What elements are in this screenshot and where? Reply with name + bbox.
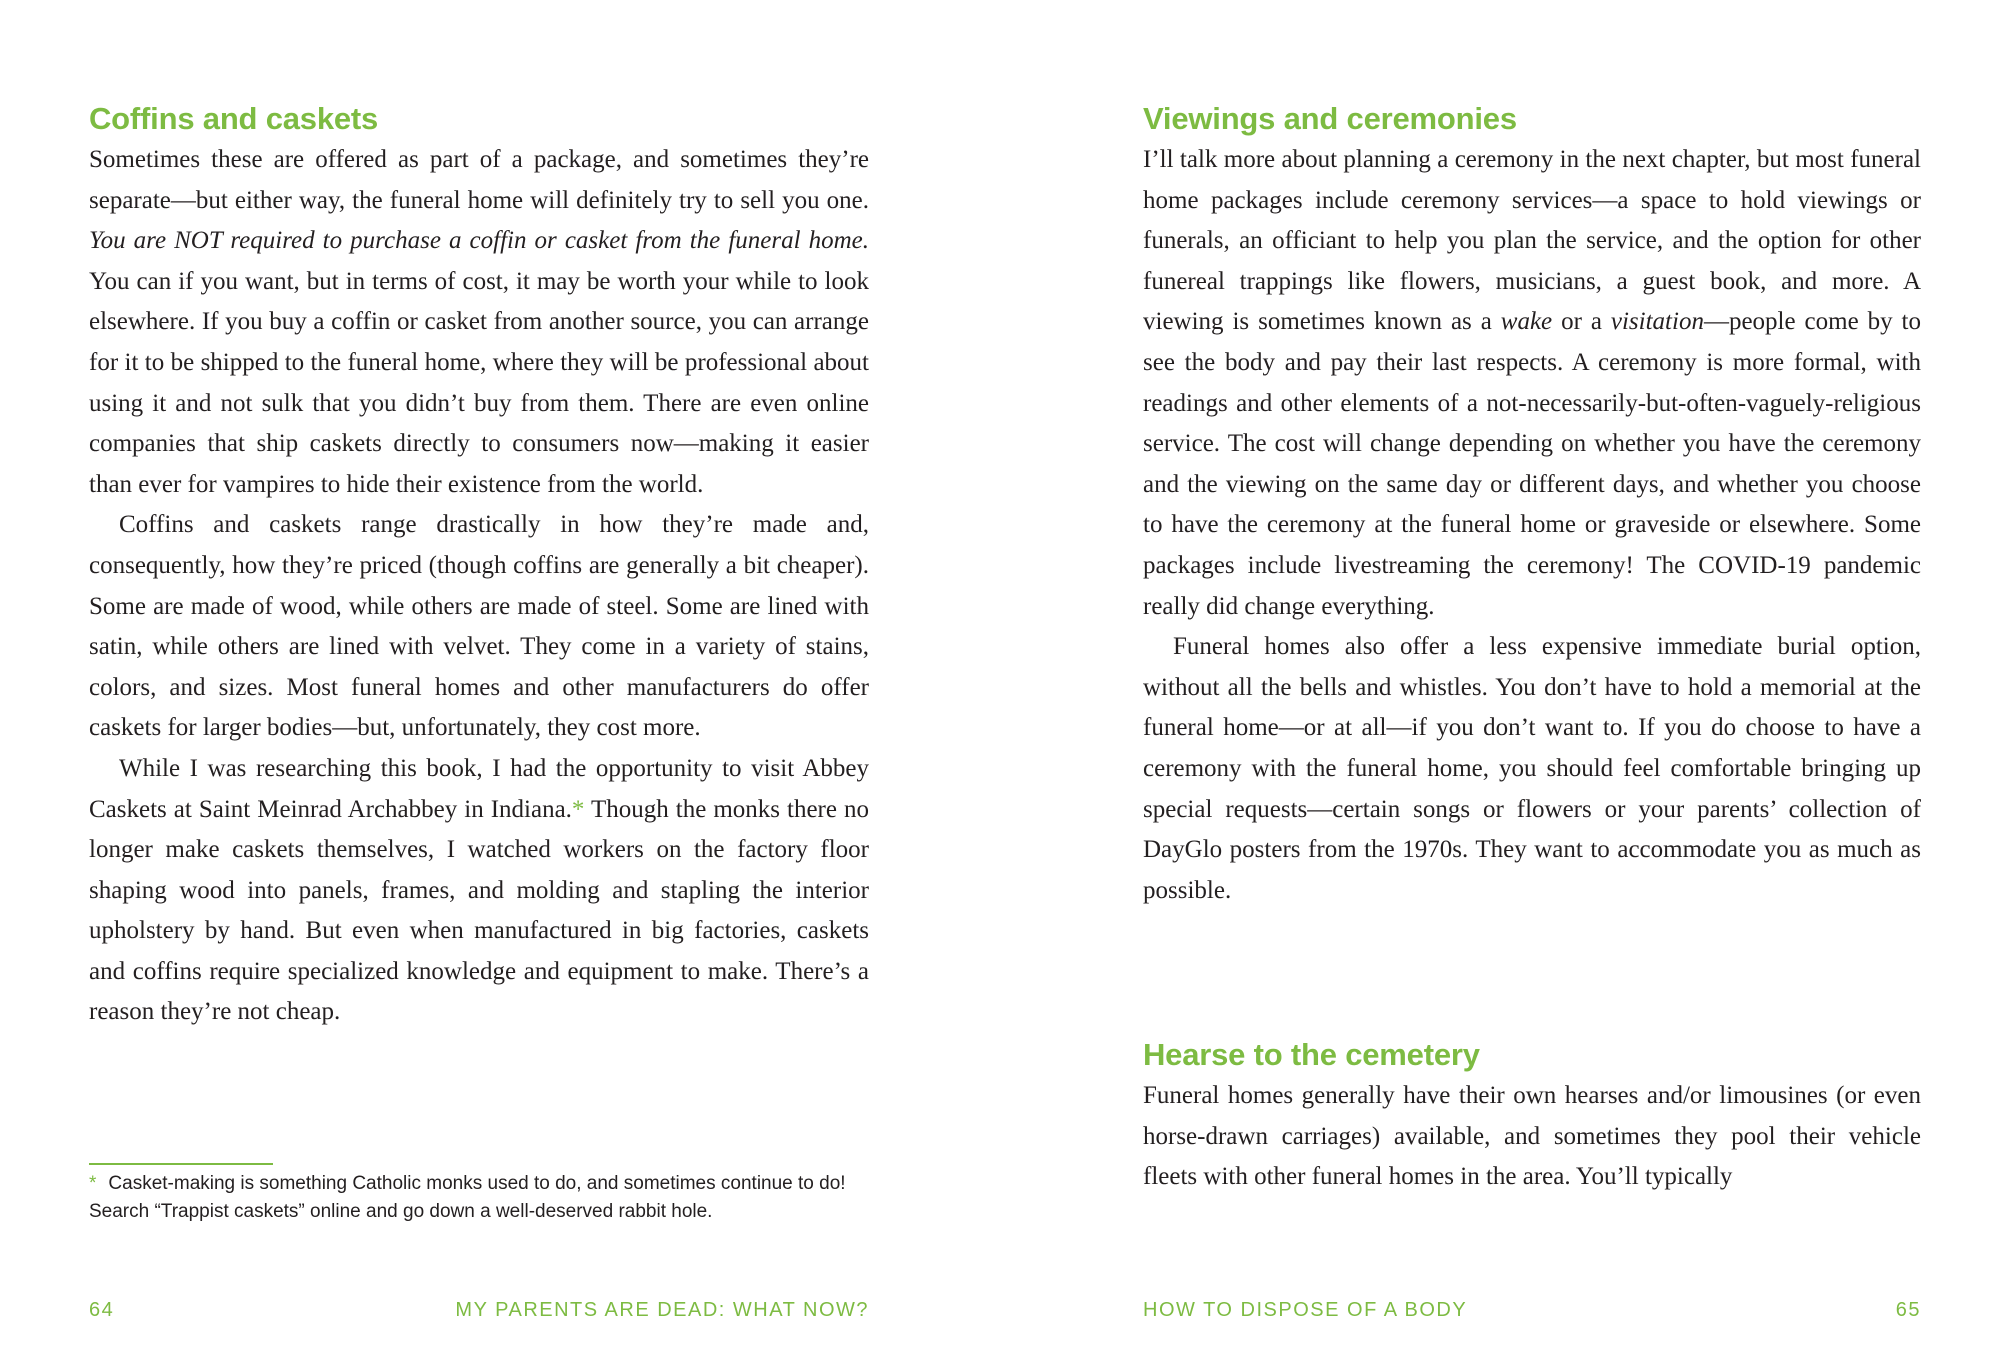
- running-head: MY PARENTS ARE DEAD: WHAT NOW?: [455, 1299, 869, 1321]
- section-body-viewings: [1143, 140, 1921, 911]
- page-number: 64: [89, 1299, 115, 1321]
- text-run: —people come by to see the body and pay their last respects. A ceremony is more formal, with readings and other elements of a not-necessarily-but-often-vaguely-religious service. The cost will change depending on whether you have the ceremony and the viewing on the same day or different days, and whether you choose to have the ceremony at the funeral home or graveside or elsewhere. Some packages include livestreaming the ceremony! The COVID-19 pandemic really did change everything.: [1143, 308, 1921, 620]
- page-number: 65: [1895, 1299, 1921, 1321]
- text-run: I’ll talk more about planning a ceremony in the next chapter, but most funeral home packages include ceremony services—a space to hold viewings or funerals, an officiant to help you plan the service, and the option for other funereal trappings like flowers, musicians, a guest book, and more. A viewing is sometimes known as a: [1143, 146, 1921, 336]
- footnote: [89, 1170, 869, 1226]
- running-head: HOW TO DISPOSE OF A BODY: [1143, 1299, 1468, 1321]
- left-page: [89, 0, 869, 1363]
- text-run: Though the monks there no longer make caskets themselves, I watched workers on the factory floor shaping wood into panels, frames, and molding and stapling the interior upholstery by hand. But even when manufactured in big factories, caskets and coffins require specialized knowledge and equipment to make. There’s a reason they’re not cheap.: [89, 795, 869, 1026]
- italic-text: visitation: [1610, 308, 1704, 336]
- paragraph: [89, 140, 869, 505]
- section-body-hearse: [1143, 1076, 1921, 1198]
- section-body-coffins: [89, 140, 869, 1033]
- italic-text: You are NOT required to purchase a coffin or casket from the funeral home.: [89, 227, 869, 255]
- footnote-marker: *: [571, 795, 585, 823]
- text-run: or a: [1552, 308, 1611, 336]
- paragraph: [1143, 140, 1921, 627]
- paragraph: Funeral homes generally have their own hearses and/or limousines (or even horse-drawn carriages) available, and sometimes they pool their vehicle fleets with other funeral homes in the area. You’ll typically: [1143, 1082, 1921, 1191]
- paragraph: Funeral homes also offer a less expensive immediate burial option, without all the bells and whistles. You don’t have to hold a memorial at the funeral home—or at all—if you don’t want to. If you do choose to have a ceremony with the funeral home, you should feel comfortable bringing up special requests—certain songs or flowers or your parents’ collection of DayGlo posters from the 1970s. They want to accommodate you as much as possible.: [1143, 633, 1921, 904]
- paragraph: [89, 749, 869, 1033]
- section-heading-hearse: Hearse to the cemetery: [1143, 1037, 1480, 1072]
- section-heading-viewings: Viewings and ceremonies: [1143, 101, 1517, 136]
- footnote-marker: *: [89, 1173, 97, 1194]
- footnote-text: Casket-making is something Catholic monks used to do, and sometimes continue to do! Search “Trappist caskets” online and go down a well-deserved rabbit hole.: [89, 1173, 846, 1222]
- text-run: While I was researching this book, I had the opportunity to visit Abbey Caskets at Saint Meinrad Archabbey in Indiana.: [89, 754, 869, 823]
- text-run: You can if you want, but in terms of cost, it may be worth your while to look elsewhere. If you buy a coffin or casket from another source, you can arrange for it to be shipped to the funeral home, where they will be professional about using it and not sulk that you didn’t buy from them. There are even online companies that ship caskets directly to consumers now—making it easier than ever for vampires to hide their existence from the world.: [89, 267, 869, 498]
- right-page: [1143, 0, 1921, 1363]
- text-run: Sometimes these are offered as part of a package, and sometimes they’re separate—but either way, the funeral home will definitely try to sell you one.: [89, 146, 869, 214]
- paragraph: Coffins and caskets range drastically in how they’re made and, consequently, how they’re priced (though coffins are generally a bit cheaper). Some are made of wood, while others are made of steel. Some are lined with satin, while others are lined with velvet. They come in a variety of stains, colors, and sizes. Most funeral homes and other manufacturers do offer caskets for larger bodies—but, unfortunately, they cost more.: [89, 511, 869, 742]
- italic-text: wake: [1500, 308, 1553, 336]
- section-heading-coffins: Coffins and caskets: [89, 101, 379, 136]
- footnote-divider: [89, 1163, 273, 1165]
